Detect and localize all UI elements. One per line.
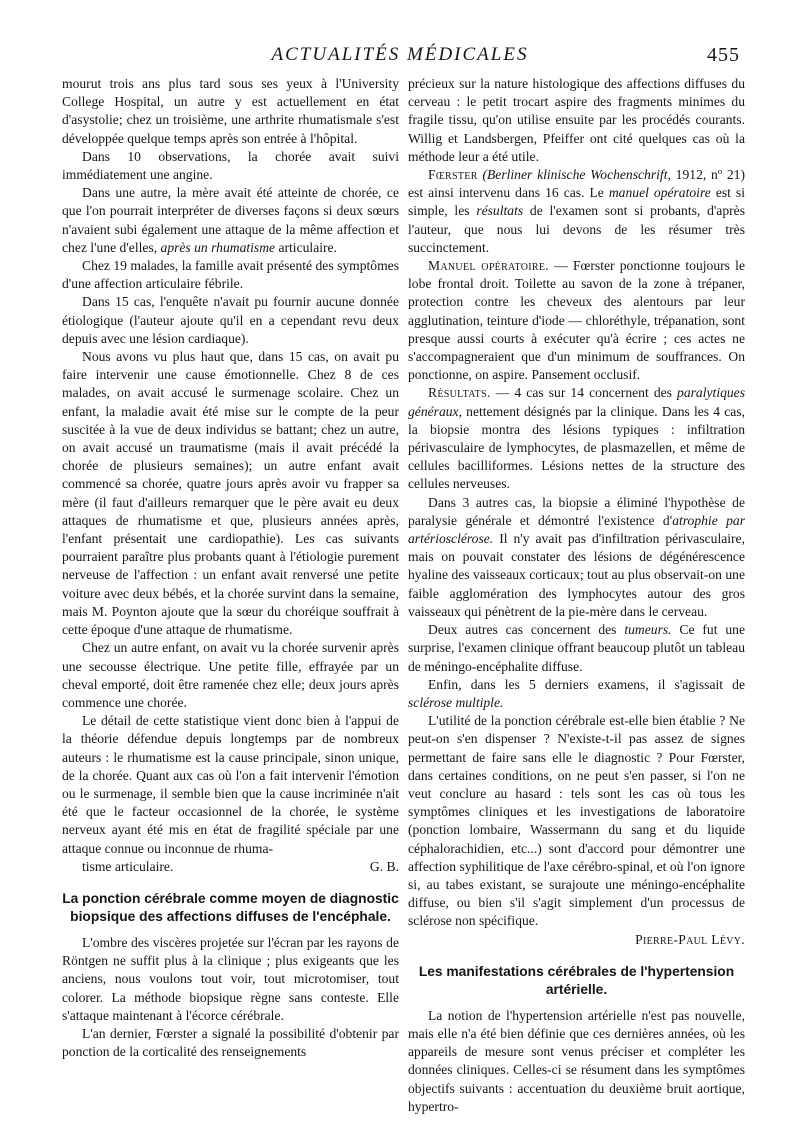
right-paragraph-2 <box>408 166 745 257</box>
left-paragraph-4: Chez 19 malades, la famille avait présenté des symptômes d'une affection articulaire fébrile. <box>62 258 399 292</box>
right-p4-text-b: nettement désignés par la clinique. Dans les 4 cas, la biopsie montra des lésions typiques : infiltration périvasculaire de lymphocytes, de plasmazellen, et même de cellules bacilliformes. Lésions nettes de la structure des cellules nerveuses. <box>408 403 745 492</box>
right-p5-italic: atrophie par artériosclérose. <box>408 512 746 547</box>
left-p3-text-b: articulaire. <box>278 239 337 255</box>
right-p6-text-a: Deux autres cas concernent des <box>428 622 617 638</box>
running-title: ACTUALITÉS MÉDICALES <box>271 44 529 65</box>
left-paragraph-8-last-line <box>82 858 399 876</box>
right-p2-italic-resultats: résultats <box>476 203 524 219</box>
right-p2-author: Fœrster <box>428 167 478 183</box>
right-p4-italic: paralytiques généraux, <box>408 385 746 419</box>
right-paragraph-6 <box>408 621 745 676</box>
running-head <box>60 44 740 74</box>
left-paragraph-2: Dans 10 observations, la chorée avait suivi immédiatement une angine. <box>62 148 399 183</box>
right-p4-text-a: — 4 cas sur 14 concernent des <box>495 385 672 401</box>
right-p6-italic: tumeurs. <box>624 622 672 638</box>
left-p3-italic: après un rhumatisme <box>160 239 276 255</box>
left-signature: G. B. <box>369 858 399 874</box>
right-p2-journal: (Berliner klinische Wochenschrift, <box>482 167 671 183</box>
right-paragraph-8: L'utilité de la ponction cérébrale est-elle bien établie ? Ne peut-on s'en dispenser ? N'existe-t-il pas assez de signes permettant de faire sans elle le diagnostic ? Pour Fœrster, dans certaines conditions, on ne peut s'en passer, si l'on ne veut conclure au hasard : tels sont les cas où tous les symptômes cliniques et les investigations de laboratoire (ponction lombaire, Wassermann du sang et du liquide céphalorachidien, etc...) sont d'accord pour démontrer une affection syphilitique de l'axe cérébro-spinal, et où l'on ignore si, au tabes existant, se surajoute une méningo-encéphalite diffuse, ou bien s'il s'agit simplement d'un processus de sclérose non spécifique. <box>408 713 745 929</box>
left-paragraph-1: mourut trois ans plus tard sous ses yeux à l'University College Hospital, un autre y est actuellement en état d'asystolie; chez un troisième, une arthrite rhumatismale s'est développée quelque temps après son entrée à l'hôpital. <box>62 76 399 146</box>
right-p7-text-a: Enfin, dans les 5 derniers examens, il s'agissait de <box>428 676 745 692</box>
right-p5-text-b: Il n'y avait pas d'infiltration périvasculaire, mais on pouvait constater des lésions de dégénérescence hyaline des vaisseaux corticaux; tout au plus observait-on une faible agglomération des lymphocytes autour des gros vaisseaux qui pénètrent de la pie-mère dans le cerveau. <box>408 531 745 619</box>
right-paragraph-9: La notion de l'hypertension artérielle n'est pas nouvelle, mais elle n'a été bien définie que ces dernières années, où les appareils de mesure sont venus préciser et compléter les données cliniques. Celles-ci se résument dans les symptômes objectifs suivants : accentuation du deuxième bruit aortique, hypertro- <box>408 1007 745 1114</box>
right-p3-heading: Manuel opératoire. <box>428 258 549 274</box>
right-column <box>408 75 745 1116</box>
right-signature: Pierre-Paul Lévy. <box>635 931 745 947</box>
left-paragraph-3 <box>62 184 399 257</box>
left-paragraph-9: L'ombre des viscères projetée sur l'écran par les rayons de Röntgen ne suffit plus à la clinique ; plus exigeants que les anciens, nous voulons tout voir, tout microtomiser, tout colorer. La méthode biopsique règne sans conteste. Elle s'attaque maintenant à l'écorce cérébrale. <box>62 934 399 1023</box>
left-paragraph-8: Le détail de cette statistique vient donc bien à l'appui de la théorie défendue depuis longtemps par de nombreux auteurs : le rhumatisme est la cause principale, sinon unique, de la chorée. Quant aux cas où l'on a fait intervenir l'émotion ou le surmenage, il semble bien que la cause incriminée n'ait été que le facteur occasionnel de la chorée, le système nerveux ayant été mis en état de fragilité spéciale par une attaque connue ou inconnue de rhuma- <box>62 713 399 856</box>
left-paragraph-10: L'an dernier, Fœrster a signalé la possibilité d'obtenir par ponction de la corticalité des renseignements <box>62 1025 399 1060</box>
right-paragraph-5 <box>408 494 745 621</box>
section-title-hypertension: Les manifestations cérébrales de l'hypertension artérielle. <box>418 963 735 997</box>
right-p3-text: — Fœrster ponctionne toujours le lobe frontal droit. Toilette au savon de la zone à trépaner, protection contre les cheveux des alentours par leur agglutination, teinture d'iode — chloréthyle, trépanation, sont presque aussi courts à exécuter qu'à écrire ; ces actes ne s'accompagneraient que d'un minimum de souffrances. On ponctionne, on aspire. Pansement occlusif. <box>408 258 745 383</box>
left-column <box>62 75 399 1061</box>
right-p7-italic: sclérose multiple. <box>408 694 504 710</box>
right-p2-italic-manuel: manuel opératoire <box>608 185 711 201</box>
right-paragraph-7 <box>408 676 745 712</box>
right-p2-text-b: est si simple, les <box>408 185 745 219</box>
left-paragraph-5: Dans 15 cas, l'enquête n'avait pu fournir aucune donnée étiologique (l'auteur ajoute qu'il en a cependant revu deux depuis avec une lésion cardiaque). <box>62 294 399 346</box>
right-p5-text-a: Dans 3 autres cas, la biopsie a éliminé l'hypothèse de paralysie générale et démontré l'existence d' <box>408 494 745 528</box>
right-paragraph-4 <box>408 384 745 493</box>
left-paragraph-7: Chez un autre enfant, on avait vu la chorée survenir après une secousse électrique. Une petite fille, effrayée par un cheval emporté, doit être ramenée chez elle; deux jours après commence une chorée. <box>62 640 399 710</box>
right-paragraph-1: précieux sur la nature histologique des affections diffuses du cerveau : le petit trocart aspire des fragments minimes du fragile tissu, qu'on utilise ensuite par les procédés courants. Willig et Landsbergen, Pfeiffer ont cité quelques cas où la méthode leur a été utile. <box>408 76 745 164</box>
left-paragraph-6: Nous avons vu plus haut que, dans 15 cas, on avait pu faire intervenir une cause émotionnelle. Chez 8 de ces malades, on avait accusé le surmenage scolaire. Chez un enfant, la maladie avait été mise sur le compte de la peur suscitée à la vue de deux individus se battant; chez un autre, on avait accusé un traumatisme (mais il avait précédé la chorée de plusieurs semaines); un autre enfant avait commencé sa chorée, quatre jours après avoir vu frapper sa mère (il faut d'ailleurs remarquer que le père avait eu deux attaques de rhumatisme et que, plusieurs années après, l'enfant présentait une cardiopathie). Les cas suivants pourraient paraître plus probants quant à l'étiologie purement nerveuse de l'affection : un enfant avait renversé une petite voiture avec deux bébés, et la chorée survint dans la semaine, mais M. Poynton ajoute que la sœur du choréique souffrait à cette époque d'une attaque de rhumatisme. <box>62 349 399 638</box>
right-p2-text-c: de l'examen sont si probants, d'après l'auteur, que nous lui devons de les résumer très succinctement. <box>408 203 745 255</box>
right-p6-text-b: Ce fut une surprise, l'examen clinique offrant beaucoup plutôt un tableau de méningo-encéphalite diffuse. <box>408 622 745 674</box>
section-title-brain-puncture: La ponction cérébrale comme moyen de diagnostic biopsique des affections diffuses de l'encéphale. <box>62 890 399 924</box>
left-p8-last-text: tisme articulaire. <box>82 858 174 874</box>
right-p2-text-a: 1912, nº 21) est ainsi intervenu dans 16 cas. Le <box>408 167 745 201</box>
left-p3-text-a: Dans une autre, la mère avait été atteinte de chorée, ce que l'on pourrait interpréter de diverses façons si deux sœurs n'avaient subi également une attaque de la même affection et chez l'une d'elles, <box>62 185 399 255</box>
right-p4-heading: Résultats. <box>428 385 491 401</box>
right-paragraph-3 <box>408 257 745 384</box>
page-number: 455 <box>707 44 740 66</box>
